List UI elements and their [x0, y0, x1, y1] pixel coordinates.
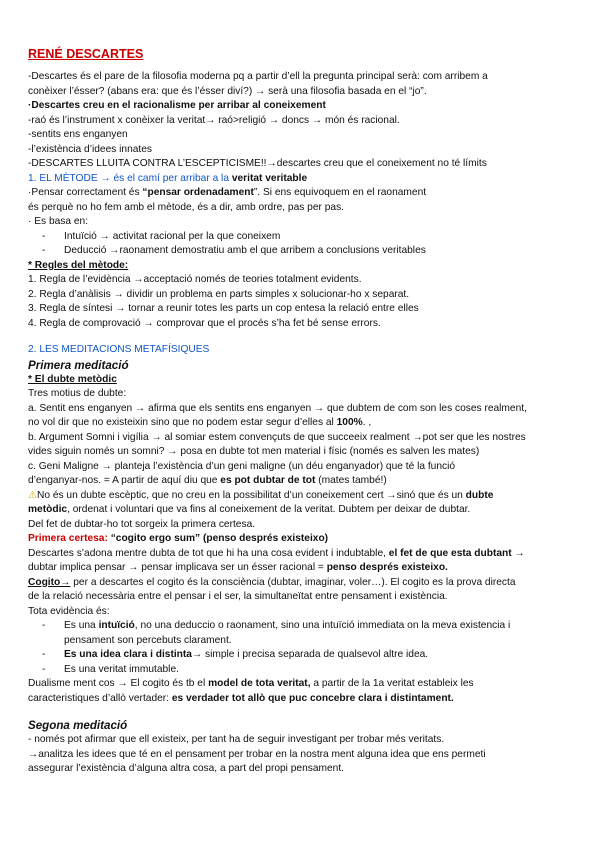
rule-item: 2. Regla d’anàlisis → dividir un problema en parts simples x solucionar-ho x separat. — [28, 288, 410, 300]
bullet-continuation: pensament son percebuts clarament. — [64, 634, 232, 646]
text-span: no vol dir que no existeixin sino que no podem estar segur d’elles al — [28, 417, 337, 428]
paragraph-line: a. Sentit ens enganyen → afirma que els sentits ens enganyen → que dubtem de com son les coses realment, — [28, 402, 527, 414]
text-span: d’enganyar-nos. = A partir de aquí diu que — [28, 475, 221, 486]
text-span: Descartes s’adona mentre dubta de tot que hi ha una cosa evident i indubtable, — [28, 547, 389, 559]
section-2-heading: 2. LES MEDITACIONS METAFÍSIQUES — [28, 344, 210, 355]
text-span: No és un dubte escèptic, que no creu en la possibilitat d’un coneixement cert →sinó que és un — [36, 489, 466, 501]
paragraph-line: - només pot afirmar que ell existeix, per tant ha de seguir investigant per trobar més veritats. — [28, 734, 445, 745]
paragraph-line — [28, 474, 576, 489]
paragraph-line — [28, 503, 576, 518]
paragraph-line: →analitza les idees que té en el pensament per trobar en la nostra ment alguna idea que ens permeti — [28, 748, 486, 760]
intro-line: ·Descartes creu en el racionalisme per arribar al coneixement — [28, 100, 326, 111]
rule-item: 4. Regla de comprovació → comprovar que el procés s’ha fet bé sense errors. — [28, 317, 381, 329]
text-span: , ordenat i voluntari que va fins al coneixement de la veritat. Dubtem per deixar de dubtar. — [67, 504, 471, 515]
section-1-heading-bold: veritat veritable — [231, 172, 308, 184]
rule-item: 3. Regla de síntesi → tornar a reunir totes les parts un cop entesa la relació entre elles — [28, 303, 419, 314]
bullet-item: - Deducció →raonament demostratiu amb el que arribem a conclusions veritables — [28, 244, 576, 259]
section-1-heading — [28, 172, 576, 187]
paragraph-line: b. Argument Somni i vigília → al somiar estem convençuts de que succeeix realment →pot ser que les nostres — [28, 431, 526, 443]
rules-heading: * Regles del mètode: — [28, 259, 129, 271]
text-span: Es una — [64, 620, 99, 631]
paragraph-line — [28, 692, 576, 707]
bold-span: “pensar ordenadament — [142, 187, 254, 198]
doubt-heading: * El dubte metòdic — [28, 373, 117, 385]
paragraph-line: · Es basa en: — [28, 216, 89, 227]
red-label: Primera certesa: — [28, 533, 111, 544]
text-span: a partir de la 1a veritat estableix les — [310, 678, 474, 689]
paragraph-line — [28, 547, 576, 562]
bold-span: es verdader tot allò que puc concebre clara i distintament. — [171, 692, 454, 704]
text-span: Dualisme ment cos → El cogito és tb el — [28, 678, 209, 689]
text-span: ”. Si ens equivoquem en el raonament — [253, 187, 427, 198]
text-span: . , — [362, 417, 372, 428]
bullet-item — [28, 648, 576, 663]
bullet-item — [28, 619, 576, 634]
paragraph-line — [28, 489, 576, 504]
paragraph-line: c. Geni Maligne → planteja l’existència d’un geni maligne (un déu enganyador) que té la funció — [28, 460, 456, 472]
bold-span: penso després existeixo. — [326, 562, 448, 573]
paragraph-line — [28, 416, 576, 431]
paragraph-line: vides siguin només un somni? → posa en dubte tot men material i físic (només es salven les mates) — [28, 446, 480, 457]
text-span: → simple i precisa separada de qualsevol altre idea. — [191, 649, 429, 660]
paragraph-line — [28, 677, 576, 692]
text-span: ·Pensar correctament és — [28, 187, 143, 198]
paragraph-line: Tres motius de dubte: — [28, 388, 127, 399]
meditation-1-heading: Primera meditació — [28, 358, 129, 372]
bold-span: Cogito→ — [28, 576, 71, 588]
paragraph-line: de la relació necessària entre el pensar i el ser, la simultaneïtat entre pensament i existència. — [28, 591, 448, 602]
bold-span: 100% — [336, 417, 363, 428]
bold-span: metòdic — [28, 504, 68, 515]
text-span: caracteristiques d’allò vertader: — [28, 692, 172, 704]
section-1-heading-text: 1. EL MÈTODE → és el camí per arribar a la — [28, 172, 232, 184]
paragraph-line — [28, 186, 576, 201]
bullet-item: - Intuïció → activitat racional per la que coneixem — [28, 230, 576, 245]
paragraph-line: és perquè no ho fem amb el mètode, és a dir, amb ordre, pas per pas. — [28, 201, 344, 213]
warning-icon: ⚠ — [28, 489, 37, 501]
bold-span: intuïció — [98, 620, 135, 631]
paragraph-line: assegurar l’existència d’alguna altra cosa, a part del propi pensament. — [28, 763, 344, 774]
page-title: RENÉ DESCARTES — [28, 47, 144, 61]
bold-span: es pot dubtar de tot — [220, 475, 316, 486]
bold-span: Es una idea clara i distinta — [64, 649, 192, 660]
paragraph-line: Del fet de dubtar-ho tot sorgeix la primera certesa. — [28, 518, 256, 530]
paragraph-line: Tota evidència és: — [28, 605, 110, 617]
intro-line: conèixer l’ésser? (abans era: que és l’ésser diví?) → serà una filosofia basada en el “jo”. — [28, 85, 427, 97]
bold-span: “cogito ergo sum” (penso després existeixo) — [110, 533, 329, 544]
document-page — [28, 46, 576, 777]
intro-line: -Descartes és el pare de la filosofia moderna pq a partir d’ell la pregunta principal serà: com arribem a — [28, 71, 488, 82]
text-span: → — [511, 547, 525, 559]
meditation-2-heading: Segona meditació — [28, 719, 128, 732]
intro-line: -sentits ens enganyen — [28, 129, 128, 140]
paragraph-line — [28, 576, 576, 591]
bullet-item: - Es una veritat immutable. — [28, 663, 576, 678]
text-span: per a descartes el cogito és la consciència (dubtar, imaginar, voler…). El cogito es la prova directa — [70, 576, 516, 588]
text-span: dubtar implica pensar → pensar implicava ser un ésser racional = — [28, 562, 327, 573]
intro-line: -raó és l’instrument x conèixer la veritat→ raó>religió → doncs → món és racional. — [28, 114, 400, 126]
text-span: (mates també!) — [315, 475, 387, 486]
bold-span: model de tota veritat, — [208, 678, 311, 689]
paragraph-line — [28, 561, 576, 576]
intro-line: -l’existència d’idees innates — [28, 143, 153, 155]
bold-span: dubte — [465, 489, 494, 501]
bold-span: el fet de que esta dubtant — [388, 547, 512, 559]
first-certainty-heading — [28, 532, 576, 547]
rule-item: 1. Regla de l’evidència →acceptació només de teories totalment evidents. — [28, 274, 362, 285]
text-span: , no una deduccio o raonament, sino una intuïció immediata on la meva existencia i — [134, 620, 511, 631]
intro-line: -DESCARTES LLUITA CONTRA L’ESCEPTICISME!!→descartes creu que el coneixement no té límits — [28, 158, 487, 169]
